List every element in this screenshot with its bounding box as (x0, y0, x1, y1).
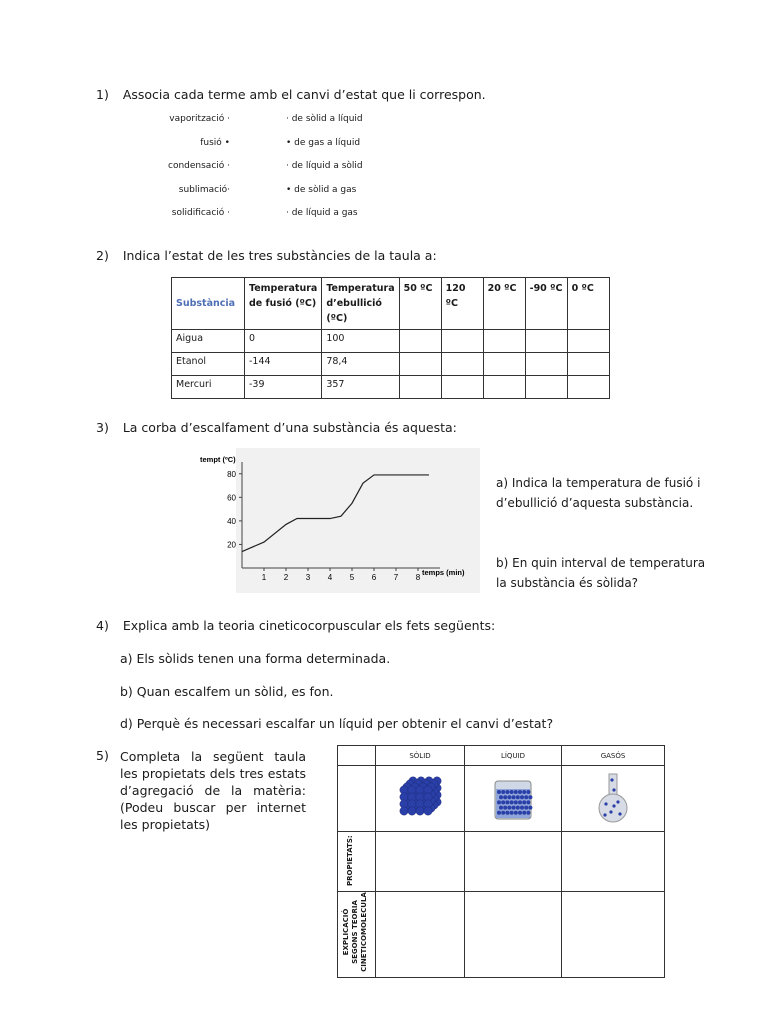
question-2-number: 2) (96, 248, 109, 263)
liquid-image-cell (465, 766, 562, 832)
liquid-particle (518, 810, 522, 814)
liquid-particle (516, 805, 520, 809)
answer-cell[interactable] (376, 892, 465, 978)
question-3-number: 3) (96, 420, 109, 435)
table-row (172, 376, 610, 399)
liquid-particle (522, 790, 526, 794)
liquid-particle (505, 790, 509, 794)
answer-cell[interactable] (567, 353, 609, 376)
solid-image-cell (376, 766, 465, 832)
y-tick-label: 60 (227, 493, 236, 503)
question-4-number: 4) (96, 618, 109, 633)
table-cell: 357 (322, 376, 399, 399)
x-tick-label: 5 (349, 573, 355, 582)
x-tick-label: 4 (327, 573, 333, 582)
column-solid: SÒLID (376, 746, 465, 766)
answer-cell[interactable] (562, 892, 665, 978)
table-cell: -39 (245, 376, 322, 399)
liquid-particle (522, 810, 526, 814)
answer-cell[interactable] (399, 353, 441, 376)
y-tick-label: 40 (227, 516, 236, 526)
heating-curve-chart (190, 448, 480, 593)
row-label-explanation: EXPLICACIÓ SEGONS TEORIA CINETICOMOLECULA (342, 892, 368, 972)
liquid-particle (524, 795, 528, 799)
answer-cell[interactable] (525, 330, 567, 353)
substances-table (171, 277, 610, 399)
x-tick-label: 2 (283, 573, 289, 582)
liquid-particle (518, 790, 522, 794)
answer-cell[interactable] (465, 832, 562, 892)
liquid-particle (514, 790, 518, 794)
x-tick-label: 6 (371, 573, 377, 582)
liquid-particle (510, 800, 514, 804)
liquid-particle (507, 805, 511, 809)
y-axis-label: tempt (ºC) (200, 455, 236, 464)
liquid-particle (510, 790, 514, 794)
term-item: sublimació· (178, 184, 230, 195)
header-cell: 0 ºC (567, 278, 609, 330)
liquid-particle (528, 805, 532, 809)
liquid-particle (512, 805, 516, 809)
liquid-beaker-icon (492, 775, 534, 821)
table-row (172, 353, 610, 376)
question-5-number: 5) (96, 748, 109, 763)
terms-list (150, 114, 230, 232)
changes-list (286, 114, 363, 232)
column-gas: GASÓS (562, 746, 665, 766)
liquid-particle (507, 795, 511, 799)
question-3-part-a: a) Indica la temperatura de fusió i d’ebullició d’aquesta substància. (496, 476, 701, 510)
liquid-particle (516, 795, 520, 799)
solid-particle (408, 806, 416, 814)
gas-image-cell (562, 766, 665, 832)
answer-cell[interactable] (567, 376, 609, 399)
row-label-properties: PROPIETATS: (346, 835, 354, 886)
question-2-text: Indica l’estat de les tres substàncies de la taula a: (122, 248, 437, 263)
header-cell: -90 ºC (525, 278, 567, 330)
change-item: • de sòlid a gas (286, 184, 357, 195)
table-header-row (172, 278, 610, 330)
liquid-particle (518, 800, 522, 804)
table-row (172, 330, 610, 353)
question-4-item-a: a) Els sòlids tenen una forma determinada. (120, 651, 391, 666)
y-tick-label: 20 (227, 540, 236, 550)
liquid-particle (497, 810, 501, 814)
change-item: · de sòlid a líquid (286, 114, 363, 124)
question-4-text: Explica amb la teoria cineticocorpuscular els fets següents: (122, 618, 496, 633)
header-cell: 20 ºC (483, 278, 525, 330)
table-cell: 78,4 (322, 353, 399, 376)
states-table (337, 745, 665, 978)
header-cell: 50 ºC (399, 278, 441, 330)
table-cell: Etanol (172, 353, 245, 376)
liquid-particle (520, 805, 524, 809)
liquid-particle (526, 810, 530, 814)
answer-cell[interactable] (399, 330, 441, 353)
answer-cell[interactable] (399, 376, 441, 399)
liquid-particle (501, 810, 505, 814)
column-liquid: LÍQUID (465, 746, 562, 766)
states-header-row (338, 746, 665, 766)
liquid-particle (510, 810, 514, 814)
term-item: vaporització · (169, 114, 230, 124)
liquid-particle (514, 800, 518, 804)
liquid-particle (524, 805, 528, 809)
term-item: fusió • (200, 137, 230, 148)
liquid-particle (499, 795, 503, 799)
liquid-particle (512, 795, 516, 799)
question-1 (96, 87, 486, 102)
table-cell: -144 (245, 353, 322, 376)
answer-cell[interactable] (525, 353, 567, 376)
liquid-particle (505, 810, 509, 814)
solid-particle (424, 806, 432, 814)
y-tick-label: 80 (227, 469, 236, 479)
question-5-text: Completa la següent taula les propietats dels tres estats d’agregació de la matèria: (Podeu buscar per internet les propietats) (120, 749, 306, 832)
x-axis-label: temps (min) (422, 568, 465, 577)
change-item: · de líquid a gas (286, 208, 358, 218)
question-4-item-b: b) Quan escalfem un sòlid, es fon. (120, 684, 334, 699)
answer-cell[interactable] (483, 330, 525, 353)
header-cell: Substància (172, 278, 245, 330)
table-cell: Mercuri (172, 376, 245, 399)
question-3-part-b: b) En quin interval de temperatura la substància és sòlida? (496, 556, 706, 590)
question-3-text: La corba d’escalfament d’una substància és aquesta: (122, 420, 457, 435)
change-item: • de gas a líquid (286, 137, 361, 148)
solid-particle (400, 806, 408, 814)
answer-cell[interactable] (567, 330, 609, 353)
liquid-particle (514, 810, 518, 814)
answer-cell[interactable] (441, 353, 483, 376)
row-label-cell (338, 892, 376, 978)
change-item: · de líquid a sòlid (286, 161, 363, 171)
answer-cell[interactable] (483, 353, 525, 376)
question-3 (96, 420, 457, 435)
term-item: solidificació · (171, 208, 230, 218)
question-2 (96, 248, 437, 263)
answer-cell[interactable] (562, 832, 665, 892)
question-1-number: 1) (96, 87, 109, 102)
header-cell: Temperatura d’ebullició (ºC) (322, 278, 399, 330)
answer-cell[interactable] (441, 376, 483, 399)
answer-cell[interactable] (483, 376, 525, 399)
question-1-text: Associa cada terme amb el canvi d’estat que li correspon. (122, 87, 486, 102)
answer-cell[interactable] (465, 892, 562, 978)
header-cell: 120 ºC (441, 278, 483, 330)
x-tick-label: 8 (415, 573, 421, 582)
liquid-particle (497, 800, 501, 804)
liquid-particle (503, 795, 507, 799)
liquid-particle (520, 795, 524, 799)
states-explanation-row (338, 892, 665, 978)
question-4 (96, 618, 495, 633)
answer-cell[interactable] (376, 832, 465, 892)
liquid-particle (499, 805, 503, 809)
liquid-particle (526, 800, 530, 804)
liquid-particle (505, 800, 509, 804)
liquid-particle (501, 790, 505, 794)
table-cell: 0 (245, 330, 322, 353)
x-tick-label: 1 (261, 573, 267, 582)
solid-particles-icon (398, 776, 442, 820)
liquid-particle (497, 790, 501, 794)
liquid-particle (501, 800, 505, 804)
question-4-item-d: d) Perquè és necessari escalfar un líquid per obtenir el canvi d’estat? (120, 716, 554, 731)
liquid-particle (526, 790, 530, 794)
x-tick-label: 7 (393, 573, 399, 582)
header-cell: Temperatura de fusió (ºC) (245, 278, 322, 330)
answer-cell[interactable] (441, 330, 483, 353)
table-cell: Aigua (172, 330, 245, 353)
liquid-particle (503, 805, 507, 809)
term-item: condensació · (168, 161, 230, 171)
answer-cell[interactable] (525, 376, 567, 399)
x-tick-label: 3 (305, 573, 311, 582)
liquid-particle (528, 795, 532, 799)
gas-flask-icon (595, 770, 631, 826)
liquid-particle (522, 800, 526, 804)
states-image-row (338, 766, 665, 832)
table-cell: 100 (322, 330, 399, 353)
states-properties-row (338, 832, 665, 892)
solid-particle (416, 806, 424, 814)
row-label-cell (338, 832, 376, 892)
